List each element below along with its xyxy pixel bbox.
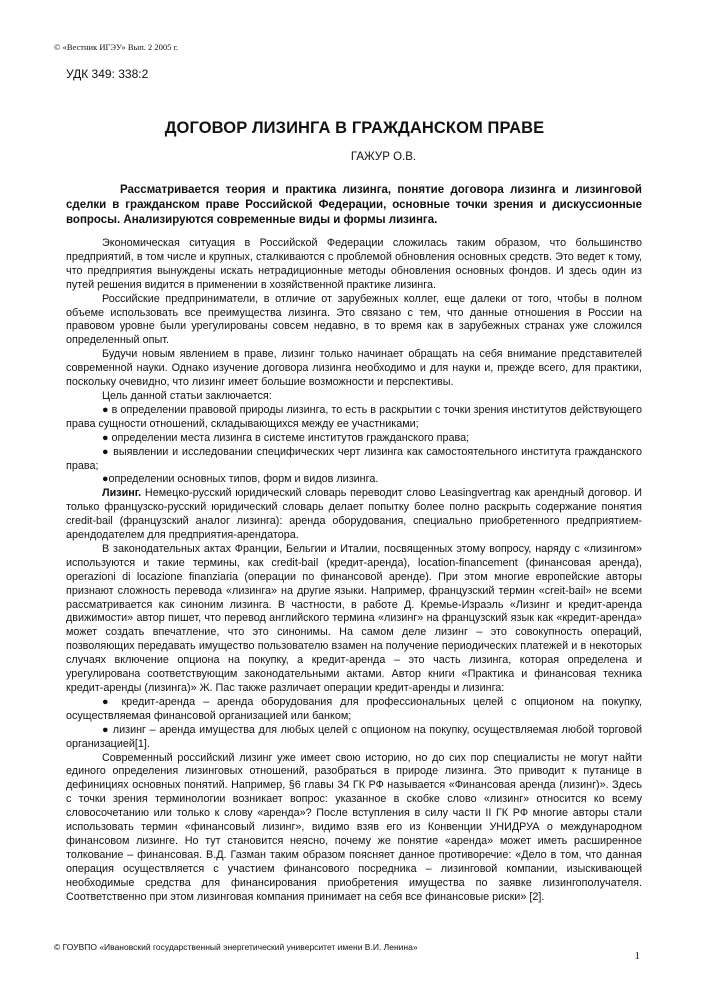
leasing-lead: Лизинг. (102, 487, 142, 500)
journal-note: © «Вестник ИГЭУ» Вып. 2 2005 г. (54, 42, 179, 52)
bullet-item: ●определении основных типов, форм и видов лизинга. (102, 473, 379, 486)
paragraph: В законодательных актах Франции, Бельгии и Италии, посвященных этому вопросу, наряду с «лизингом» используются и такие термины, как credit-bail (кредит-аренда), location-financement (финансовая аренда), operazioni di locazione finanziaria (операции по финансовой аренде). При этом многие европейские авторы признают сложность перевода «лизинга» на другие языки. Например, французский термин «creit-bail» не всеми рассматривается как синоним лизинга. В частности, в работе Д. Кремье-Израэль «Лизинг и кредит-аренда движимости» автор пишет, что перевод английского термина «лизинг» на французский язык как «кредит-аренда» может создать впечатление, что это синонимы. На самом деле лизинг – это совокупность операций, позволяющих передавать имущество пользователю взамен на получение периодических платежей и в некоторых случаях включение опциона на покупку, а кредит-аренда – это часть лизинга, которая определена и урегулирована соответствующим законодательными актами. Автор книги «Практика и финансовая техника кредит-аренды (лизинга)» Ж. Пас также различает операции кредит-аренды и лизинга: (66, 542, 642, 694)
bullet-item: ● кредит-аренда – аренда оборудования для профессиональных целей с опционом на покупку, осуществляемая финансовой организацией или банком; (66, 695, 642, 722)
article-author: ГАЖУР О.В. (350, 151, 417, 163)
paragraph: Современный российский лизинг уже имеет свою историю, но до сих пор специалисты не могут найти единого определения лизинговых отношений, разобраться в природе лизинга. Это приводит к путанице в дефинициях основных понятий. Например, §6 главы 34 ГК РФ называется «Финансовая аренда (лизинг)». Здесь с точки зрения терминологии возникает вопрос: указанное в скобке слово «лизинг» относится ко всему словосочетанию или только к слову «аренда»? После вступления в силу части II ГК РФ многие авторы стали использовать термин «финансовый лизинг», видимо взяв его из Конвенции УНИДРУА о международном финансовом лизинге. Но тут становится неясно, почему же понятие «аренда» может иметь расширенное толкование – финансовая. В.Д. Газман таким образом поясняет данное противоречие: «Дело в том, что данная операция осуществляется с участием финансового посредника – лизинговой компании, изыскивающей необходимые средства для финансирования приобретения имущества по заявке лизингополучателя. Соответственно при этом лизинговая компания принимает на себя все финансовые риски» [2]. (66, 751, 642, 903)
paragraph-leasing (66, 487, 642, 543)
bullet-item: ● определении места лизинга в системе институтов гражданского права; (102, 431, 470, 444)
article-title: ДОГОВОР ЛИЗИНГА В ГРАЖДАНСКОМ ПРАВЕ (164, 119, 545, 137)
bullet-item: ● в определении правовой природы лизинга, то есть в раскрытии с точки зрения институтов действующего права сущности отношений, складывающихся между ее участниками; (66, 403, 642, 430)
paragraph: Российские предприниматели, в отличие от зарубежных коллег, еще далеки от того, чтобы в полном объеме использовать все преимущества лизинга. Это связано с тем, что данные отношения в России на правовом уровне были урегулированы совсем недавно, в то время как в зарубежных странах уже сложился определенный опыт. (66, 292, 642, 347)
footer-copyright: © ГОУВПО «Ивановский государственный энергетический университет имени В.И. Ленина» (54, 942, 418, 952)
page-number: 1 (634, 950, 640, 962)
abstract: Рассматривается теория и практика лизинга, понятие договора лизинга и лизинговой сделки в гражданском праве Российской Федерации, основные точки зрения и дискуссионные вопросы. Анализируются современные виды и формы лизинга. (66, 184, 642, 227)
udk-code: УДК 349: 338:2 (66, 67, 149, 81)
paragraph: Цель данной статьи заключается: (102, 389, 272, 402)
leasing-text: Немецко-русский юридический словарь переводит слово Leasingvertrag как арендный договор. И только французско-русский юридический словарь делает попытку более полно раскрыть содержание понятия credit-bail (французский аналог лизинга): аренда оборудования, специально приобретенного предприятием-арендодателем для предприятия-арендатора. (66, 487, 643, 542)
paragraph: Экономическая ситуация в Российской Федерации сложилась таким образом, что большинство предприятий, в том числе и крупных, сталкиваются с проблемой обновления основных средств. Это ведет к тому, что предприятия вынуждены искать нетрадиционные методы обновления основных фондов. И здесь один из путей решения видится в применении в хозяйственной практике лизинга. (66, 237, 642, 291)
bullet-item: ● выявлении и исследовании специфических черт лизинга как самостоятельного института гражданского права; (66, 445, 642, 472)
paragraph: Будучи новым явлением в праве, лизинг только начинает обращать на себя внимание представителей современной науки. Однако изучение договора лизинга необходимо и для науки и, прежде всего, для практики, поскольку очевидно, что лизинг имеет большие возможности и перспективы. (66, 348, 642, 389)
bullet-item: ● лизинг – аренда имущества для любых целей с опционом на покупку, осуществляемая любой торговой организацией[1]. (66, 723, 642, 750)
article-body (66, 237, 642, 905)
